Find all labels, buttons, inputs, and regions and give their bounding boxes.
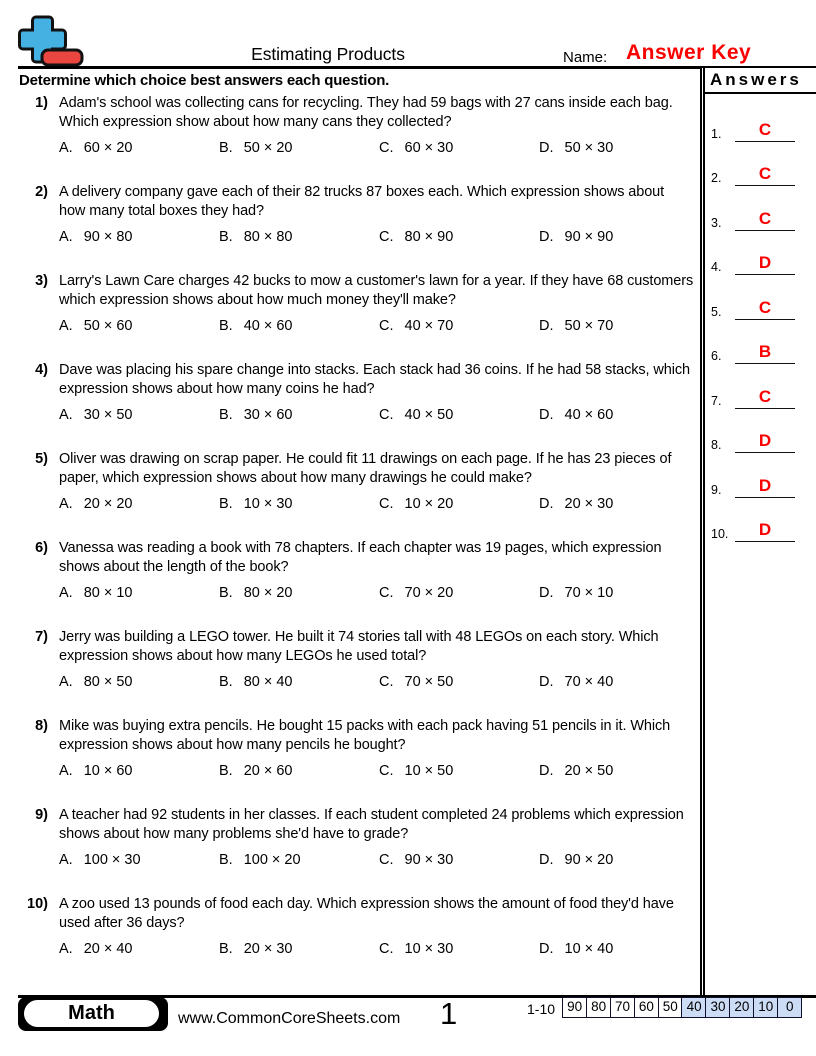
question-number: 4) (35, 362, 48, 378)
option-c (379, 940, 539, 959)
option-letter: A. (59, 228, 73, 245)
score-box: 50 (658, 997, 683, 1018)
option-expression: 70 × 50 (404, 673, 454, 690)
option-expression: 100 × 20 (243, 851, 301, 868)
question-body (59, 361, 694, 425)
option-b (219, 584, 379, 603)
option-letter: B. (219, 317, 233, 334)
answer-blank: D (735, 254, 795, 275)
option-letter: B. (219, 584, 233, 601)
answer-row (711, 364, 816, 409)
option-expression: 40 × 50 (404, 406, 454, 423)
option-expression: 40 × 60 (564, 406, 614, 423)
answer-number: 1. (711, 126, 722, 141)
question-item (18, 272, 694, 336)
answer-blank: D (735, 477, 795, 498)
answer-number: 2. (711, 171, 722, 185)
option-expression: 50 × 70 (564, 317, 614, 334)
question-number: 5) (35, 451, 48, 467)
score-box: 20 (729, 997, 754, 1018)
option-b (219, 406, 379, 425)
option-letter: A. (59, 406, 73, 423)
option-expression: 20 × 40 (83, 940, 133, 957)
option-d (539, 851, 699, 870)
option-b (219, 762, 379, 781)
option-letter: D. (539, 673, 554, 690)
score-box: 70 (610, 997, 635, 1018)
score-range-label: 1-10 (527, 1001, 556, 1017)
option-letter: B. (219, 673, 233, 690)
answer-key-label: Answer Key (626, 41, 752, 64)
answers-title: Answers (705, 68, 816, 94)
option-expression: 20 × 30 (564, 495, 614, 512)
option-letter: D. (539, 317, 554, 334)
score-box: 60 (634, 997, 659, 1018)
option-row (59, 762, 694, 781)
question-number: 1) (35, 95, 48, 111)
question-item (18, 628, 694, 692)
question-item (18, 717, 694, 781)
option-expression: 80 × 80 (243, 228, 293, 245)
option-row (59, 940, 694, 959)
option-expression: 20 × 60 (243, 762, 293, 779)
option-row (59, 584, 694, 603)
question-text: A delivery company gave each of their 82 trucks 87 boxes each. Which expression shows about how many total boxes they had? (59, 184, 665, 219)
score-box: 0 (777, 997, 802, 1018)
question-item (18, 361, 694, 425)
option-letter: B. (219, 940, 233, 957)
option-letter: A. (59, 495, 73, 512)
question-text: A zoo used 13 pounds of food each day. Which expression shows the amount of food they'd have used after 36 days? (59, 896, 674, 931)
option-expression: 80 × 50 (83, 673, 133, 690)
option-expression: 10 × 20 (404, 495, 454, 512)
option-expression: 70 × 40 (564, 673, 614, 690)
option-expression: 90 × 80 (83, 228, 133, 245)
question-body (59, 183, 694, 247)
option-letter: C. (379, 940, 394, 957)
option-letter: A. (59, 584, 73, 601)
page-number: 1 (440, 996, 458, 1031)
score-box: 40 (681, 997, 706, 1018)
option-letter: D. (539, 762, 554, 779)
answer-blank: C (735, 121, 795, 142)
question-item (18, 94, 694, 158)
option-d (539, 228, 699, 247)
option-row (59, 495, 694, 514)
option-letter: B. (219, 762, 233, 779)
score-box: 30 (705, 997, 730, 1018)
option-d (539, 940, 699, 959)
subject-label: Math (24, 1000, 159, 1027)
option-c (379, 317, 539, 336)
question-text: Jerry was building a LEGO tower. He built it 74 stories tall with 48 LEGOs on each story. Which expression shows about how many LEGOs he used total? (59, 629, 659, 664)
option-expression: 90 × 30 (404, 851, 454, 868)
option-row (59, 406, 694, 425)
answer-blank: D (735, 432, 795, 453)
answer-number: 10. (711, 527, 729, 541)
option-expression: 10 × 60 (83, 762, 133, 779)
option-c (379, 406, 539, 425)
option-expression: 30 × 50 (83, 406, 133, 423)
answer-blank: C (735, 210, 795, 231)
name-label: Name: (563, 49, 608, 66)
option-b (219, 940, 379, 959)
option-c (379, 673, 539, 692)
option-expression: 70 × 20 (404, 584, 454, 601)
option-expression: 20 × 50 (564, 762, 614, 779)
option-letter: B. (219, 495, 233, 512)
option-row (59, 317, 694, 336)
answer-row (711, 498, 816, 543)
question-body (59, 450, 694, 514)
option-letter: B. (219, 139, 233, 156)
option-a (59, 851, 219, 870)
option-expression: 100 × 30 (83, 851, 141, 868)
option-expression: 80 × 10 (83, 584, 133, 601)
option-letter: D. (539, 584, 554, 601)
answer-blank: C (735, 165, 795, 186)
question-number: 3) (35, 273, 48, 289)
subject-badge (18, 997, 168, 1031)
option-a (59, 495, 219, 514)
option-letter: C. (379, 762, 394, 779)
option-a (59, 317, 219, 336)
option-row (59, 139, 694, 158)
question-body (59, 717, 694, 781)
answer-number: 5. (711, 304, 722, 319)
question-text: Vanessa was reading a book with 78 chapters. If each chapter was 19 pages, which expression shows about the length of the book? (59, 540, 662, 575)
option-expression: 80 × 40 (243, 673, 293, 690)
option-b (219, 317, 379, 336)
option-letter: A. (59, 673, 73, 690)
answer-row (711, 231, 816, 276)
answer-blank: D (735, 521, 795, 542)
question-text: Oliver was drawing on scrap paper. He could fit 11 drawings on each page. If he has 23 pieces of paper, which expression shows about how many drawings he could make? (59, 451, 672, 486)
answer-row (711, 186, 816, 231)
option-letter: C. (379, 673, 394, 690)
question-number: 10) (27, 896, 48, 912)
answer-number: 3. (711, 215, 722, 230)
option-b (219, 495, 379, 514)
question-number: 6) (35, 540, 48, 556)
question-item (18, 183, 694, 247)
answers-sidebar (700, 68, 816, 996)
option-letter: B. (219, 228, 233, 245)
option-expression: 90 × 90 (564, 228, 614, 245)
option-d (539, 673, 699, 692)
option-d (539, 317, 699, 336)
option-d (539, 139, 699, 158)
option-expression: 50 × 20 (243, 139, 293, 156)
option-letter: C. (379, 317, 394, 334)
option-expression: 50 × 60 (83, 317, 133, 334)
option-letter: C. (379, 495, 394, 512)
option-expression: 50 × 30 (564, 139, 614, 156)
option-expression: 40 × 70 (404, 317, 454, 334)
question-number: 9) (35, 807, 48, 823)
option-c (379, 762, 539, 781)
option-letter: A. (59, 762, 73, 779)
question-body (59, 895, 694, 959)
score-ruler (562, 997, 802, 1018)
question-body (59, 628, 694, 692)
option-letter: A. (59, 851, 73, 868)
option-d (539, 762, 699, 781)
question-item (18, 539, 694, 603)
answer-number: 6. (711, 349, 722, 363)
option-expression: 40 × 60 (243, 317, 293, 334)
option-letter: B. (219, 406, 233, 423)
option-expression: 30 × 60 (243, 406, 293, 423)
option-expression: 10 × 50 (404, 762, 454, 779)
option-letter: D. (539, 228, 554, 245)
option-letter: D. (539, 851, 554, 868)
option-row (59, 851, 694, 870)
answer-blank: C (735, 388, 795, 409)
option-letter: D. (539, 139, 554, 156)
answer-row (711, 409, 816, 454)
answer-row (711, 320, 816, 365)
question-number: 8) (35, 718, 48, 734)
answer-row (711, 97, 816, 142)
answer-number: 4. (711, 260, 722, 274)
page-title: Estimating Products (251, 44, 405, 64)
option-a (59, 584, 219, 603)
option-letter: A. (59, 940, 73, 957)
option-a (59, 406, 219, 425)
option-d (539, 584, 699, 603)
option-expression: 60 × 30 (404, 139, 454, 156)
question-body (59, 272, 694, 336)
option-a (59, 940, 219, 959)
answers-list (705, 94, 816, 542)
option-b (219, 851, 379, 870)
question-body (59, 94, 694, 158)
option-c (379, 495, 539, 514)
option-letter: A. (59, 139, 73, 156)
answer-number: 7. (711, 393, 722, 408)
option-expression: 90 × 20 (564, 851, 614, 868)
answer-row (711, 142, 816, 187)
option-c (379, 139, 539, 158)
answer-row (711, 453, 816, 498)
option-a (59, 673, 219, 692)
option-expression: 10 × 30 (243, 495, 293, 512)
answer-blank: B (735, 343, 795, 364)
question-list (18, 94, 694, 984)
option-b (219, 673, 379, 692)
question-text: Mike was buying extra pencils. He bought 15 packs with each pack having 51 pencils in it. Which expression shows about how many pencils he bought? (59, 718, 671, 753)
answer-number: 8. (711, 438, 722, 452)
option-c (379, 228, 539, 247)
option-row (59, 673, 694, 692)
option-letter: C. (379, 584, 394, 601)
question-text: Larry's Lawn Care charges 42 bucks to mow a customer's lawn for a year. If they have 68 customers which expression shows about how much money they'll make? (59, 273, 694, 308)
question-item (18, 450, 694, 514)
score-box: 10 (753, 997, 778, 1018)
option-d (539, 495, 699, 514)
question-item (18, 895, 694, 959)
option-expression: 60 × 20 (83, 139, 133, 156)
answer-row (711, 275, 816, 320)
option-letter: C. (379, 228, 394, 245)
option-expression: 80 × 90 (404, 228, 454, 245)
option-expression: 70 × 10 (564, 584, 614, 601)
instruction-text: Determine which choice best answers each question. (19, 72, 390, 89)
option-c (379, 584, 539, 603)
option-expression: 10 × 40 (564, 940, 614, 957)
option-expression: 10 × 30 (404, 940, 454, 957)
option-b (219, 228, 379, 247)
option-a (59, 762, 219, 781)
option-letter: A. (59, 317, 73, 334)
option-expression: 80 × 20 (243, 584, 293, 601)
option-d (539, 406, 699, 425)
option-letter: D. (539, 495, 554, 512)
option-letter: C. (379, 406, 394, 423)
answer-number: 9. (711, 482, 722, 497)
option-expression: 20 × 30 (243, 940, 293, 957)
site-url: www.CommonCoreSheets.com (178, 1010, 401, 1027)
question-text: Adam's school was collecting cans for recycling. They had 59 bags with 27 cans inside each bag. Which expression show about how many cans they collected? (59, 95, 673, 130)
question-number: 7) (35, 629, 48, 645)
option-b (219, 139, 379, 158)
option-expression: 20 × 20 (83, 495, 133, 512)
option-a (59, 228, 219, 247)
header-divider (18, 66, 816, 69)
option-c (379, 851, 539, 870)
option-row (59, 228, 694, 247)
option-letter: C. (379, 851, 394, 868)
question-text: Dave was placing his spare change into stacks. Each stack had 36 coins. If he had 58 stacks, which expression shows about how many coins he had? (59, 362, 690, 397)
option-letter: D. (539, 406, 554, 423)
option-letter: C. (379, 139, 394, 156)
question-number: 2) (35, 184, 48, 200)
question-text: A teacher had 92 students in her classes. If each student completed 24 problems which expression shows about how many problems she'd have to grade? (59, 807, 684, 842)
option-letter: B. (219, 851, 233, 868)
question-body (59, 539, 694, 603)
option-a (59, 139, 219, 158)
question-item (18, 806, 694, 870)
score-box: 90 (562, 997, 587, 1018)
answer-blank: C (735, 299, 795, 320)
option-letter: D. (539, 940, 554, 957)
score-box: 80 (586, 997, 611, 1018)
question-body (59, 806, 694, 870)
